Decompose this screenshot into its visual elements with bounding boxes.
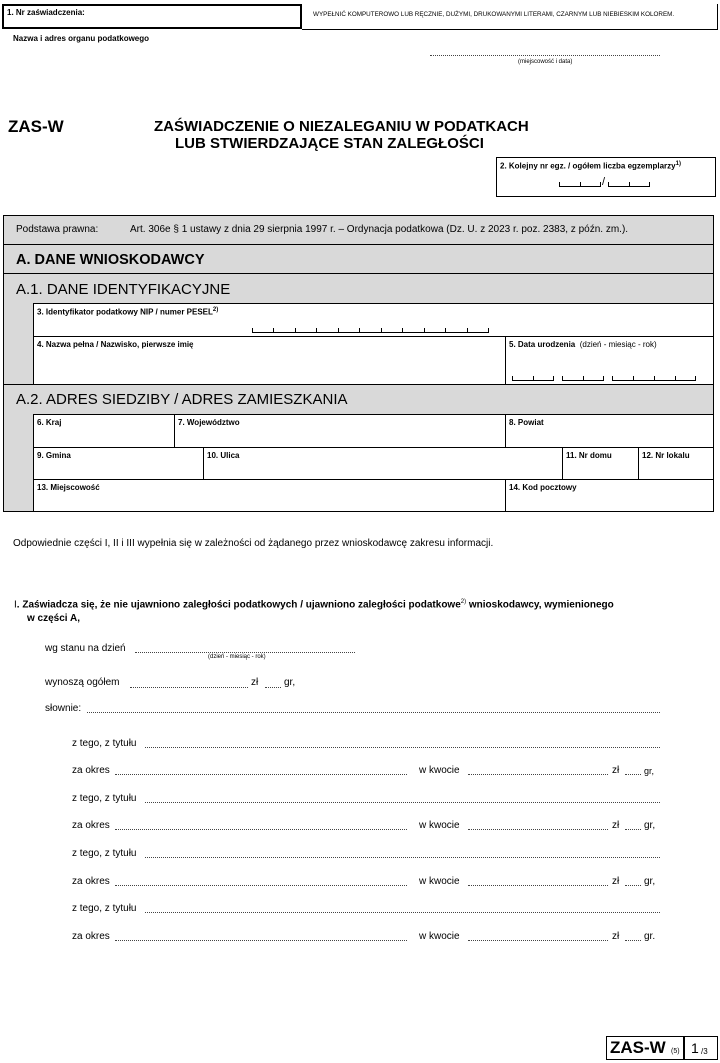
full-name-label: 4. Nazwa pełna / Nazwisko, pierwsze imię xyxy=(37,340,194,349)
of-which-label: z tego, z tytułu xyxy=(72,738,137,749)
form-title-line1: ZAŚWIADCZENIE O NIEZALEGANIU W PODATKACH xyxy=(154,118,529,135)
period-label: za okres xyxy=(72,876,110,887)
city-field[interactable] xyxy=(33,479,505,511)
certificate-number-field[interactable] xyxy=(2,4,302,29)
in-words-label: słownie: xyxy=(45,703,82,714)
footer-page: 1 xyxy=(691,1040,699,1056)
period-label: za okres xyxy=(72,820,110,831)
place-date-field[interactable] xyxy=(430,55,660,56)
amount-zl-field[interactable] xyxy=(468,885,608,886)
amount-gr-field[interactable] xyxy=(625,774,641,775)
footer-form-code xyxy=(606,1036,684,1060)
municipality-label: 9. Gmina xyxy=(37,451,71,460)
birth-year-input[interactable] xyxy=(612,375,696,381)
fill-instruction: WYPEŁNIĆ KOMPUTEROWO LUB RĘCZNIE, DUŻYMI, DRUKOWANYMI LITERAMI, CZARNYM LUB NIEBIESKIM KOLOREM. xyxy=(313,11,675,18)
section-a1-title: A.1. DANE IDENTYFIKACYJNE xyxy=(16,281,231,298)
amount-label: w kwocie xyxy=(419,876,460,887)
amount-zl-field[interactable] xyxy=(468,774,608,775)
amount-label: w kwocie xyxy=(419,931,460,942)
apartment-number-label: 12. Nr lokalu xyxy=(642,451,690,460)
tax-id-label: 3. Identyfikator podatkowy NIP / numer PESEL$^{2)}$ xyxy=(37,307,219,317)
birth-date-field[interactable] xyxy=(505,336,713,384)
as-of-date-caption: (dzień - miesiąc - rok) xyxy=(208,654,266,660)
of-which-field[interactable] xyxy=(145,912,660,913)
part1-heading-line2: w części A, xyxy=(27,613,80,624)
amount-gr-label: gr. xyxy=(644,931,656,942)
birth-date-label: 5. Data urodzenia (dzień - miesiąc - rok) xyxy=(509,340,657,349)
copies-slash: / xyxy=(602,176,606,188)
amount-gr-field[interactable] xyxy=(625,829,641,830)
period-field[interactable] xyxy=(115,940,407,941)
tax-id-input[interactable] xyxy=(252,327,489,333)
total-zl-field[interactable] xyxy=(130,687,248,688)
total-gr-label: gr, xyxy=(284,677,296,688)
parts-note: Odpowiednie części I, II i III wypełnia się w zależności od żądanego przez wnioskodawcę zakresu informacji. xyxy=(13,538,494,549)
section-a-divider xyxy=(3,273,714,274)
county-label: 8. Powiat xyxy=(509,418,544,427)
part1-heading: I. Zaświadcza się, że nie ujawniono zaległości podatkowych / ujawniono zaległości podatkowe$^{2)}$ wnioskodawcy, wymienionego xyxy=(14,599,614,611)
city-label: 13. Miejscowość xyxy=(37,483,100,492)
footer-page-of: /3 xyxy=(701,1047,708,1056)
municipality-field[interactable] xyxy=(33,447,203,479)
period-field[interactable] xyxy=(115,774,407,775)
county-field[interactable] xyxy=(505,414,713,447)
period-label: za okres xyxy=(72,931,110,942)
postal-code-label: 14. Kod pocztowy xyxy=(509,483,577,492)
period-field[interactable] xyxy=(115,885,407,886)
copies-field[interactable] xyxy=(496,157,716,197)
place-date-caption: (miejscowość i data) xyxy=(518,59,573,65)
amount-gr-label: gr, xyxy=(644,876,656,887)
copy-number-input[interactable] xyxy=(559,181,601,187)
amount-zl-label: zł xyxy=(612,931,620,942)
street-label: 10. Ulica xyxy=(207,451,240,460)
form-title-line2: LUB STWIERDZAJĄCE STAN ZALEGŁOŚCI xyxy=(175,135,484,152)
amount-zl-label: zł xyxy=(612,765,620,776)
section-a-title: A. DANE WNIOSKODAWCY xyxy=(16,252,205,268)
as-of-date-field[interactable] xyxy=(135,652,355,653)
of-which-field[interactable] xyxy=(145,802,660,803)
street-field[interactable] xyxy=(203,447,562,479)
period-label: za okres xyxy=(72,765,110,776)
legal-basis-label: Podstawa prawna: xyxy=(16,224,99,235)
certificate-number-label: 1. Nr zaświadczenia: xyxy=(7,8,85,17)
amount-gr-label: gr, xyxy=(644,766,655,776)
full-name-field[interactable] xyxy=(33,336,505,384)
in-words-field[interactable] xyxy=(87,712,660,713)
top-right-rule xyxy=(717,4,718,30)
birth-day-input[interactable] xyxy=(512,375,554,381)
tax-id-field[interactable] xyxy=(33,303,713,336)
amount-zl-field[interactable] xyxy=(468,940,608,941)
apartment-number-field[interactable] xyxy=(638,447,713,479)
total-gr-field[interactable] xyxy=(265,687,281,688)
amount-gr-label: gr, xyxy=(644,820,656,831)
voivodeship-label: 7. Województwo xyxy=(178,418,240,427)
top-rule xyxy=(302,29,718,30)
amount-label: w kwocie xyxy=(419,820,460,831)
house-number-label: 11. Nr domu xyxy=(566,451,612,460)
footer-page-number xyxy=(684,1036,718,1060)
section-a2-divider xyxy=(3,384,714,385)
country-label: 6. Kraj xyxy=(37,418,62,427)
country-field[interactable] xyxy=(33,414,174,447)
period-field[interactable] xyxy=(115,829,407,830)
copies-total-input[interactable] xyxy=(608,181,650,187)
legal-basis-text: Art. 306e § 1 ustawy z dnia 29 sierpnia 1997 r. – Ordynacja podatkowa (Dz. U. z 2023 r. poz. 2383, z późn. zm.). xyxy=(130,224,629,235)
of-which-field[interactable] xyxy=(145,857,660,858)
amount-zl-label: zł xyxy=(612,820,620,831)
of-which-label: z tego, z tytułu xyxy=(72,903,137,914)
birth-month-input[interactable] xyxy=(562,375,604,381)
amount-label: w kwocie xyxy=(419,765,460,776)
of-which-field[interactable] xyxy=(145,747,660,748)
form-code: ZAS-W xyxy=(8,117,64,136)
of-which-label: z tego, z tytułu xyxy=(72,793,137,804)
total-label: wynoszą ogółem xyxy=(45,677,120,688)
as-of-label: wg stanu na dzień xyxy=(45,643,126,654)
legal-basis-divider xyxy=(3,244,714,245)
copies-label: 2. Kolejny nr egz. / ogółem liczba egzemplarzy$^{1)}$ xyxy=(500,161,681,171)
total-zl-label: zł xyxy=(251,677,259,688)
voivodeship-field[interactable] xyxy=(174,414,505,447)
amount-gr-field[interactable] xyxy=(625,940,641,941)
footer-code-text: ZAS-W xyxy=(610,1038,666,1057)
postal-code-field[interactable] xyxy=(505,479,713,511)
section-a2-title: A.2. ADRES SIEDZIBY / ADRES ZAMIESZKANIA xyxy=(16,391,348,408)
house-number-field[interactable] xyxy=(562,447,638,479)
amount-gr-field[interactable] xyxy=(625,885,641,886)
amount-zl-label: zł xyxy=(612,876,620,887)
tax-office-label: Nazwa i adres organu podatkowego xyxy=(13,34,150,43)
footer-version: (5) xyxy=(671,1048,680,1055)
amount-zl-field[interactable] xyxy=(468,829,608,830)
of-which-label: z tego, z tytułu xyxy=(72,848,137,859)
